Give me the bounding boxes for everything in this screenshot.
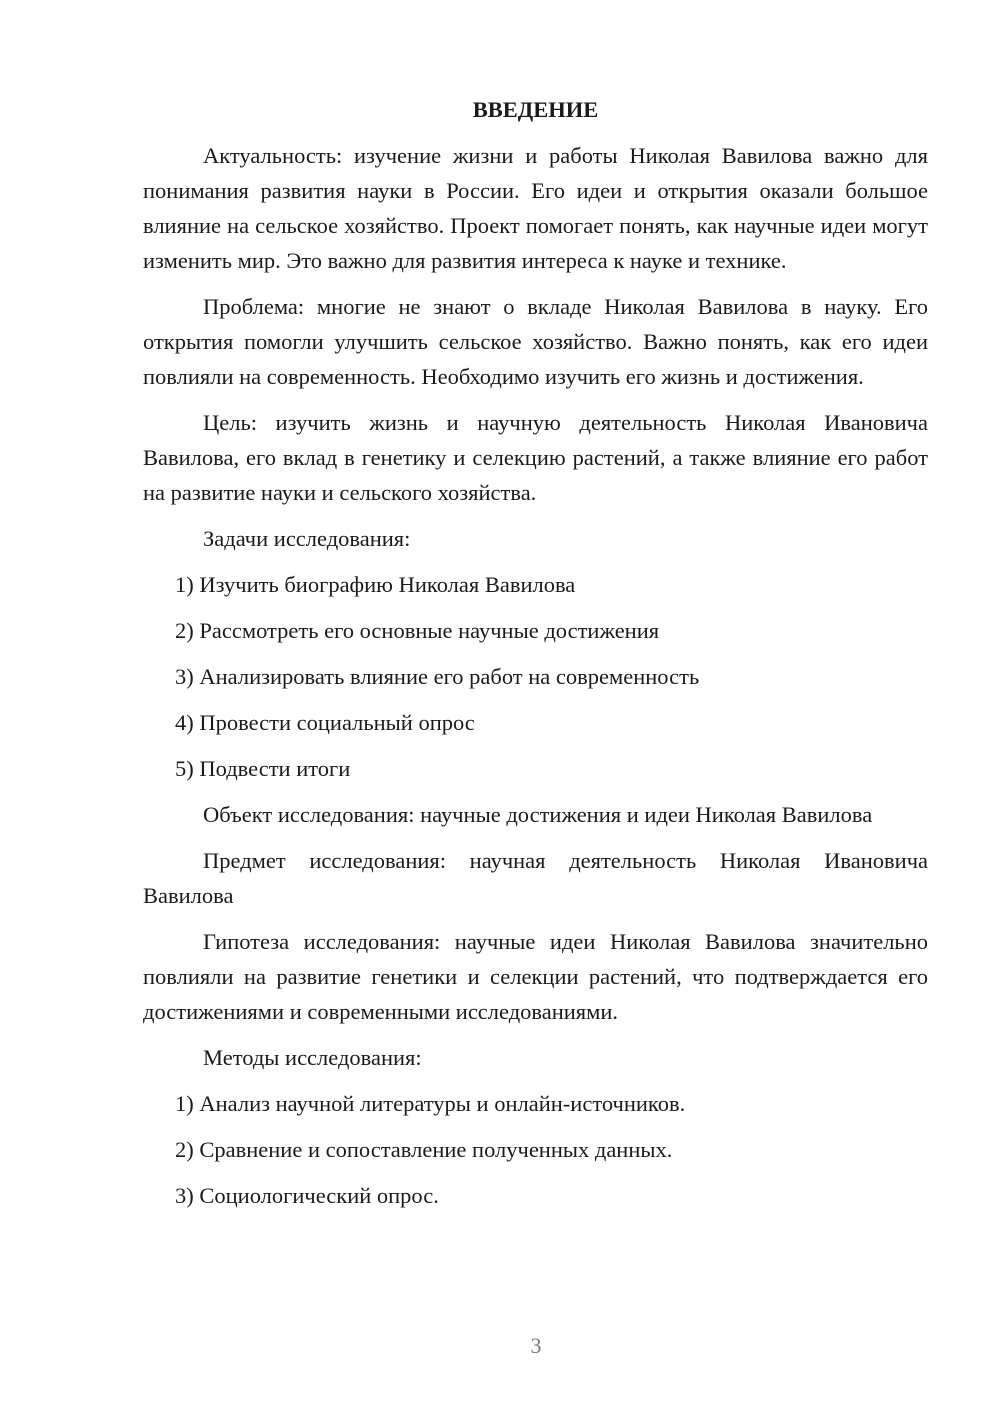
method-item: 2) Сравнение и сопоставление полученных данных.: [175, 1137, 673, 1162]
paragraph-problem: Проблема: многие не знают о вкладе Николая Вавилова в науку. Его открытия помогли улучшить сельское хозяйство. Важно понять, как его идеи повлияли на современность. Необходимо изучить его жизнь и достижения.: [143, 294, 928, 389]
paragraph-goal: Цель: изучить жизнь и научную деятельность Николая Ивановича Вавилова, его вклад в генетику и селекцию растений, а также влияние его работ на развитие науки и сельского хозяйства.: [143, 410, 928, 505]
section-title: ВВЕДЕНИЕ: [472, 97, 599, 122]
document-page: [143, 92, 928, 1224]
paragraph-subject: Предмет исследования: научная деятельность Николая Ивановича Вавилова: [143, 848, 928, 908]
page-number: 3: [530, 1333, 542, 1358]
method-item: 3) Социологический опрос.: [175, 1183, 439, 1208]
paragraph-object: Объект исследования: научные достижения и идеи Николая Вавилова: [203, 802, 873, 827]
paragraph-relevance: Актуальность: изучение жизни и работы Николая Вавилова важно для понимания развития науки в России. Его идеи и открытия оказали большое влияние на сельское хозяйство. Проект помогает понять, как научные идеи могут изменить мир. Это важно для развития интереса к науке и технике.: [143, 143, 928, 273]
task-item: 3) Анализировать влияние его работ на современность: [175, 664, 700, 689]
method-item: 1) Анализ научной литературы и онлайн-источников.: [175, 1091, 686, 1116]
task-item: 4) Провести социальный опрос: [175, 710, 475, 735]
task-item: 1) Изучить биографию Николая Вавилова: [175, 572, 576, 597]
task-item: 2) Рассмотреть его основные научные достижения: [175, 618, 660, 643]
paragraph-hypothesis: Гипотеза исследования: научные идеи Николая Вавилова значительно повлияли на развитие генетики и селекции растений, что подтверждается его достижениями и современными исследованиями.: [143, 929, 928, 1024]
task-item: 5) Подвести итоги: [175, 756, 351, 781]
tasks-heading: Задачи исследования:: [203, 526, 411, 551]
methods-heading: Методы исследования:: [203, 1045, 422, 1070]
